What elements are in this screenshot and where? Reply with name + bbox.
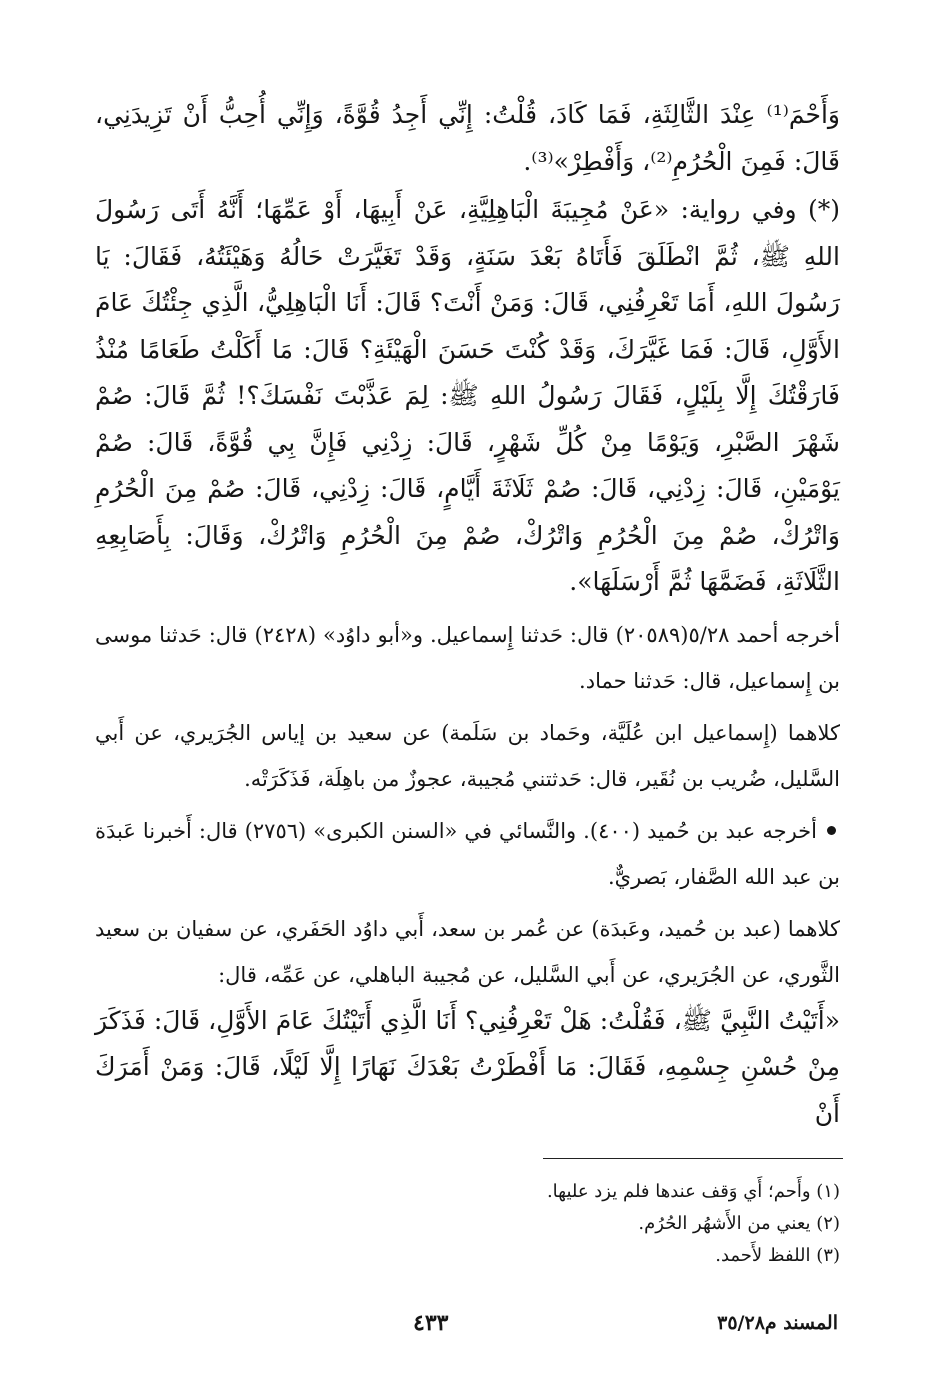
footnote-2: (٢) يعني من الأَشهُر الحُرُم.	[638, 1213, 840, 1234]
page-footer	[95, 1312, 840, 1348]
page-number: ٤٣٣	[413, 1310, 449, 1336]
hadith-second-text: «أَتَيْتُ النَّبِيَّ ﷺ، فَقُلْتُ: هَلْ تَعْرِفُنِي؟ أَنَا الَّذِي أَتَيْتُكَ عَامَ الأَوَّلِ، قَالَ: فَذَكَرَ مِنْ حُسْنِ جِسْمِهِ، فَقَالَ: مَا أَفْطَرْتُ بَعْدَكَ نَهَارًا إِلَّا لَيْلًا، قَالَ: وَمَنْ أَمَرَكَ أَنْ	[95, 1005, 840, 1128]
takhrij-ahmad-abudawud: أخرجه أحمد ٥/٢٨(٢٠٥٨٩) قال: حَدثنا إِسماعيل. و«أبو داوُد» (٢٤٢٨) قال: حَدثنا موسى بن إِسماعيل، قال: حَدثنا حماد.	[95, 622, 840, 693]
hadith-text-continuation: وَأَحْمَ⁽¹⁾ عِنْدَ الثَّالِثَةِ، فَمَا كَادَ، قُلْتُ: إِنِّي أَجِدُ قُوَّةً، وَإِنِّي أُحِبُّ أَنْ تَزِيدَنِي، قَالَ: فَمِنَ الْحُرُمِ⁽²⁾، وَأَفْطِرْ»⁽³⁾.	[95, 100, 840, 176]
footnotes	[100, 1176, 840, 1272]
takhrij-abd-nasai: أخرجه عبد بن حُميد (٤٠٠). والنَّسائي في «السنن الكبرى» (٢٧٥٦) قال: أَخبرنا عَبدَة بن عبد الله الصَّفار، بَصريٌّ.	[95, 818, 840, 889]
hadith-alternate-narration: (*) وفي رواية: «عَنْ مُجِيبَةَ الْبَاهِلِيَّةِ، عَنْ أَبِيهَا، أَوْ عَمِّهَا؛ أَنَّهُ أَتَى رَسُولَ اللهِ ﷺ، ثُمَّ انْطَلَقَ فَأَتَاهُ بَعْدَ سَنَةٍ، وَقَدْ تَغَيَّرَتْ حَالُهُ وَهَيْئَتُهُ، فَقَالَ: يَا رَسُولَ اللهِ، أَمَا تَعْرِفُنِي، قَالَ: وَمَنْ أَنْتَ؟ قَالَ: أَنَا الْبَاهِلِيُّ، الَّذِي جِئْتُكَ عَامَ الأَوَّلِ، قَالَ: فَمَا غَيَّرَكَ، وَقَدْ كُنْتَ حَسَنَ الْهَيْئَةِ؟ قَالَ: مَا أَكَلْتُ طَعَامًا مُنْذُ فَارَقْتُكَ إِلَّا بِلَيْلٍ، فَقَالَ رَسُولُ اللهِ ﷺ: لِمَ عَذَّبْتَ نَفْسَكَ؟! ثُمَّ قَالَ: صُمْ شَهْرَ الصَّبْرِ، وَيَوْمًا مِنْ كُلِّ شَهْرٍ، قَالَ: زِدْنِي فَإِنَّ بِي قُوَّةً، قَالَ: صُمْ يَوْمَيْنِ، قَالَ: زِدْنِي، قَالَ: صُمْ ثَلَاثَةَ أَيَّامٍ، قَالَ: زِدْنِي، قَالَ: صُمْ مِنَ الْحُرُمِ وَاتْرُكْ، صُمْ مِنَ الْحُرُمِ وَاتْرُكْ، صُمْ مِنَ الْحُرُمِ وَاتْرُكْ، وَقَالَ: بِأَصَابِعِهِ الثَّلَاثَةِ، فَضَمَّهَا ثُمَّ أَرْسَلَهَا».	[95, 195, 840, 596]
footnote-1: (١) وأَحم؛ أَي وَقف عندها فلم يزد عليها.	[546, 1181, 840, 1202]
page-body	[95, 92, 840, 1342]
bullet-icon	[827, 826, 836, 835]
footnote-3: (٣) اللفظ لأَحمد.	[715, 1245, 840, 1266]
footnote-divider	[543, 1158, 843, 1159]
takhrij-bullet-item	[95, 808, 840, 900]
isnad-sufyan-chain: كلاهما (عبد بن حُميد، وعَبدَة) عن عُمر بن سعد، أَبي داوُد الحَفَري، عن سفيان بن سعيد الثَّوري، عن الجُرَيري، عن أَبي السَّليل، عن مُجيبة الباهلي، عن عَمِّه، قال:	[95, 916, 840, 987]
volume-signature: المسند م٣٥/٢٨	[717, 1312, 838, 1334]
isnad-both-chains: كلاهما (إِسماعيل ابن عُلَيَّة، وحَماد بن سَلَمة) عن سعيد بن إياس الجُرَيري، عن أَبي السَّليل، ضُريب بن نُقَير، قال: حَدثتني مُجيبة، عجوزٌ من باهِلَة، فَذَكَرَتْه.	[95, 720, 840, 791]
